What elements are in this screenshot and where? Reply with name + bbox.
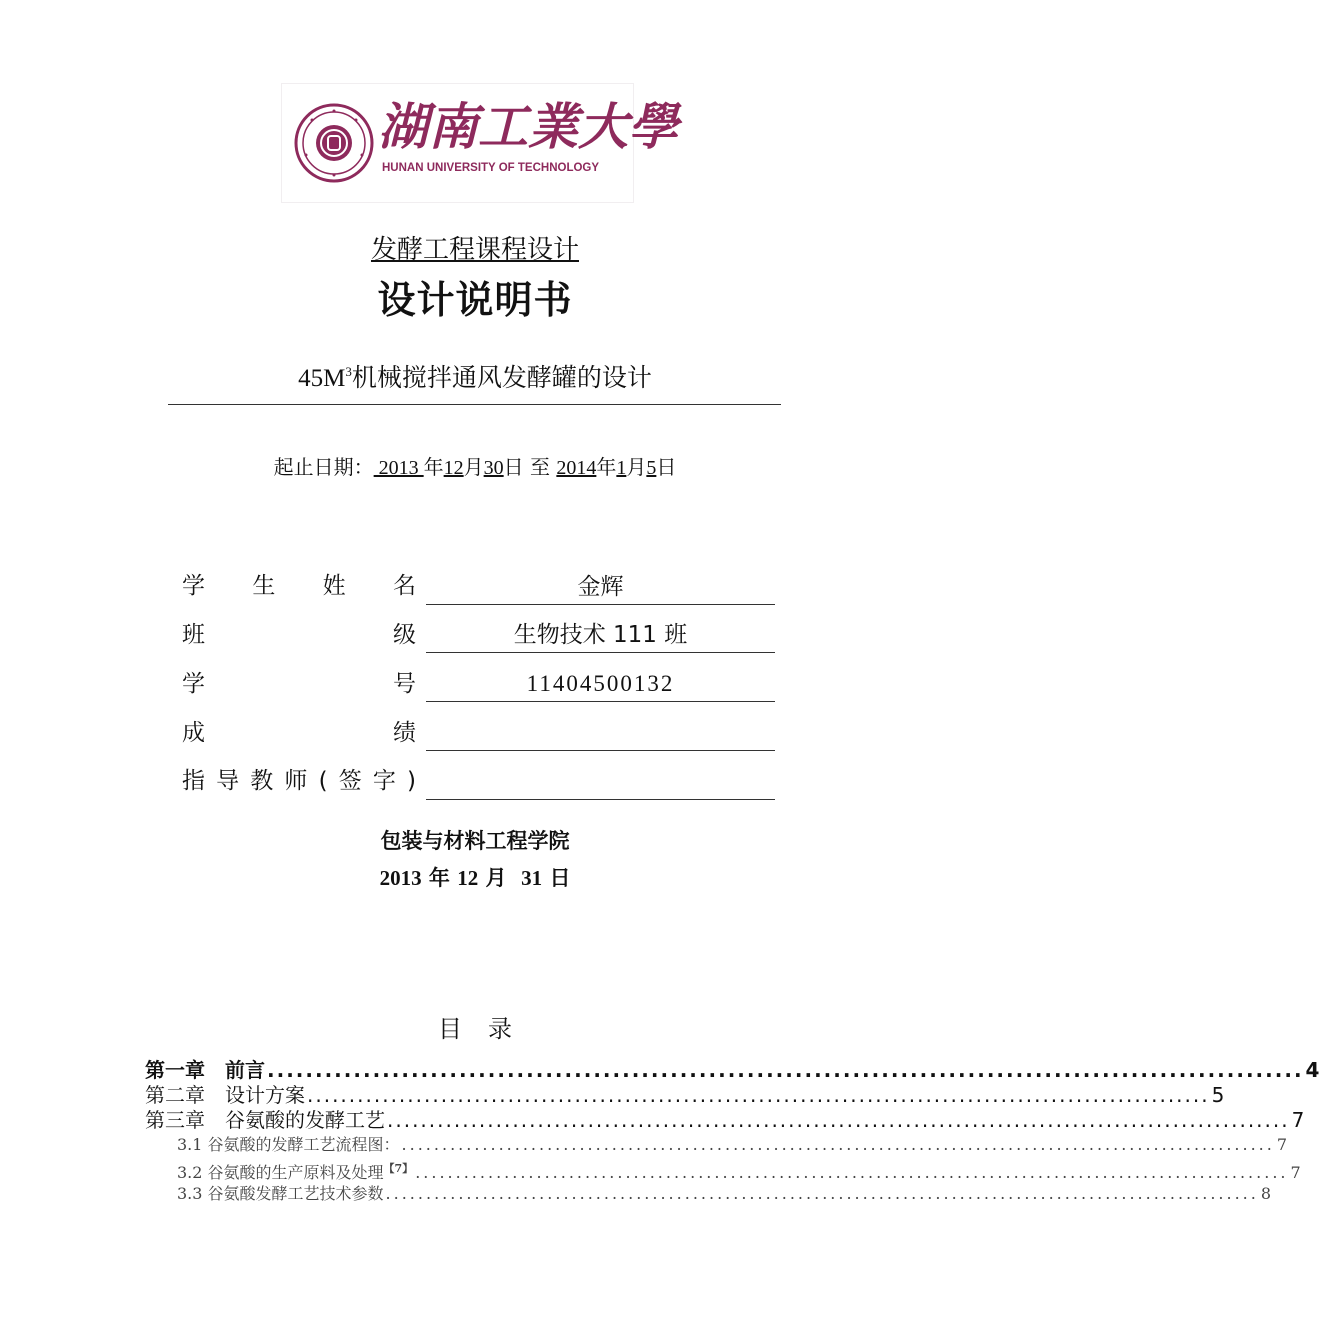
toc-page-number: 7 (1290, 1163, 1301, 1182)
label-char: 导 (216, 768, 240, 794)
toc-page-number: 7 (1291, 1108, 1305, 1132)
advisor-signature-value (426, 767, 775, 800)
subject-superscript: 3 (345, 364, 352, 379)
toc-entry-label: 第二章 设计方案 (145, 1083, 305, 1107)
date-range (0, 452, 950, 483)
end-year: 2014 (556, 457, 597, 479)
issue-date (0, 863, 950, 893)
toc-leader: ............................................................................................................ (401, 1135, 1275, 1154)
toc-entry-label: 第一章 前言 (145, 1058, 265, 1082)
label-char: ) (406, 768, 416, 794)
toc-page-number: 7 (1276, 1135, 1288, 1154)
toc-entry[interactable] (177, 1133, 1288, 1157)
month-char: 月 (626, 455, 647, 479)
label-char: 级 (393, 622, 416, 648)
toc-page-number: 5 (1211, 1083, 1225, 1107)
toc-reference-mark: 【7】 (383, 1162, 414, 1175)
start-day: 30 (483, 457, 504, 479)
start-year: 2013 (373, 457, 424, 479)
toc-leader: ............................................................................................................ (267, 1058, 1304, 1082)
toc-page-number: 8 (1260, 1184, 1272, 1203)
day-char: 日 (549, 866, 571, 890)
toc-leader: ............................................................................................................ (385, 1184, 1259, 1203)
label-char: 签 (338, 768, 362, 794)
grade-value (426, 718, 775, 751)
label-char: 指 (182, 768, 205, 794)
toc-entry[interactable] (177, 1182, 1272, 1206)
logo-english-name: HUNAN UNIVERSITY OF TECHNOLOGY (382, 162, 600, 174)
month-char: 月 (463, 455, 484, 479)
logo-chinese-name: 湖南工業大學 (378, 97, 678, 156)
end-month: 1 (616, 457, 627, 479)
title-divider (168, 404, 781, 405)
student-id-label (182, 669, 416, 699)
label-char: 师 (284, 768, 308, 794)
date-label: 起止日期： (273, 455, 374, 479)
toc-leader: ............................................................................................................ (307, 1083, 1210, 1107)
class-value: 生物技术 111 班 (426, 620, 775, 653)
to-char: 至 (530, 455, 550, 479)
course-title: 发酵工程课程设计 (370, 235, 579, 265)
day-char: 日 (503, 455, 524, 479)
toc-entry-text: 3.2 谷氨酸的生产原料及处理 (177, 1163, 384, 1182)
toc-entry[interactable] (177, 1157, 1301, 1185)
advisor-signature-label (182, 766, 416, 796)
month-char: 月 (485, 866, 507, 890)
toc-entry-label (177, 1157, 413, 1185)
start-month: 12 (443, 457, 464, 479)
toc-entry[interactable] (145, 1108, 1305, 1133)
toc-entry-label: 3.1 谷氨酸的发酵工艺流程图： (177, 1135, 400, 1154)
label-char: 教 (250, 768, 274, 794)
toc-title: 目录 (438, 1015, 538, 1043)
class-label (182, 620, 416, 650)
toc-entry-label: 3.3 谷氨酸发酵工艺技术参数 (177, 1184, 384, 1203)
university-seal-icon (294, 103, 374, 183)
label-char: 姓 (322, 573, 346, 599)
label-char: ( (318, 768, 328, 794)
label-char: 生 (252, 573, 276, 599)
subject-prefix: 45M (298, 365, 346, 392)
toc-leader: ............................................................................................................ (415, 1163, 1289, 1182)
student-name-value: 金辉 (426, 572, 775, 605)
year-char: 年 (596, 455, 617, 479)
label-char: 名 (392, 573, 416, 599)
issue-year: 2013 (379, 866, 422, 890)
student-id-value: 11404500132 (426, 669, 775, 702)
issue-day: 31 (521, 866, 543, 890)
label-char: 班 (182, 622, 205, 648)
issue-month: 12 (457, 866, 479, 890)
subject-rest: 机械搅拌通风发酵罐的设计 (351, 363, 652, 392)
label-char: 绩 (393, 720, 416, 746)
label-char: 号 (393, 671, 416, 697)
document-type: 设计说明书 (377, 278, 573, 322)
toc-entry-label: 第三章 谷氨酸的发酵工艺 (145, 1108, 385, 1132)
label-char: 学 (182, 573, 205, 599)
toc-page-number: 4 (1305, 1058, 1319, 1082)
label-char: 字 (372, 768, 396, 794)
label-char: 学 (182, 671, 205, 697)
end-day: 5 (646, 457, 657, 479)
day-char: 日 (656, 455, 677, 479)
design-subject (0, 355, 950, 396)
label-char: 成 (182, 720, 205, 746)
college-name: 包装与材料工程学院 (380, 829, 570, 853)
year-char: 年 (423, 455, 444, 479)
grade-label (182, 718, 416, 748)
university-logo (281, 83, 678, 203)
student-name-label (182, 571, 416, 601)
toc-entry[interactable] (145, 1058, 1319, 1083)
year-char: 年 (428, 866, 450, 890)
toc-entry[interactable] (145, 1083, 1225, 1108)
toc-leader: ............................................................................................................ (387, 1108, 1290, 1132)
